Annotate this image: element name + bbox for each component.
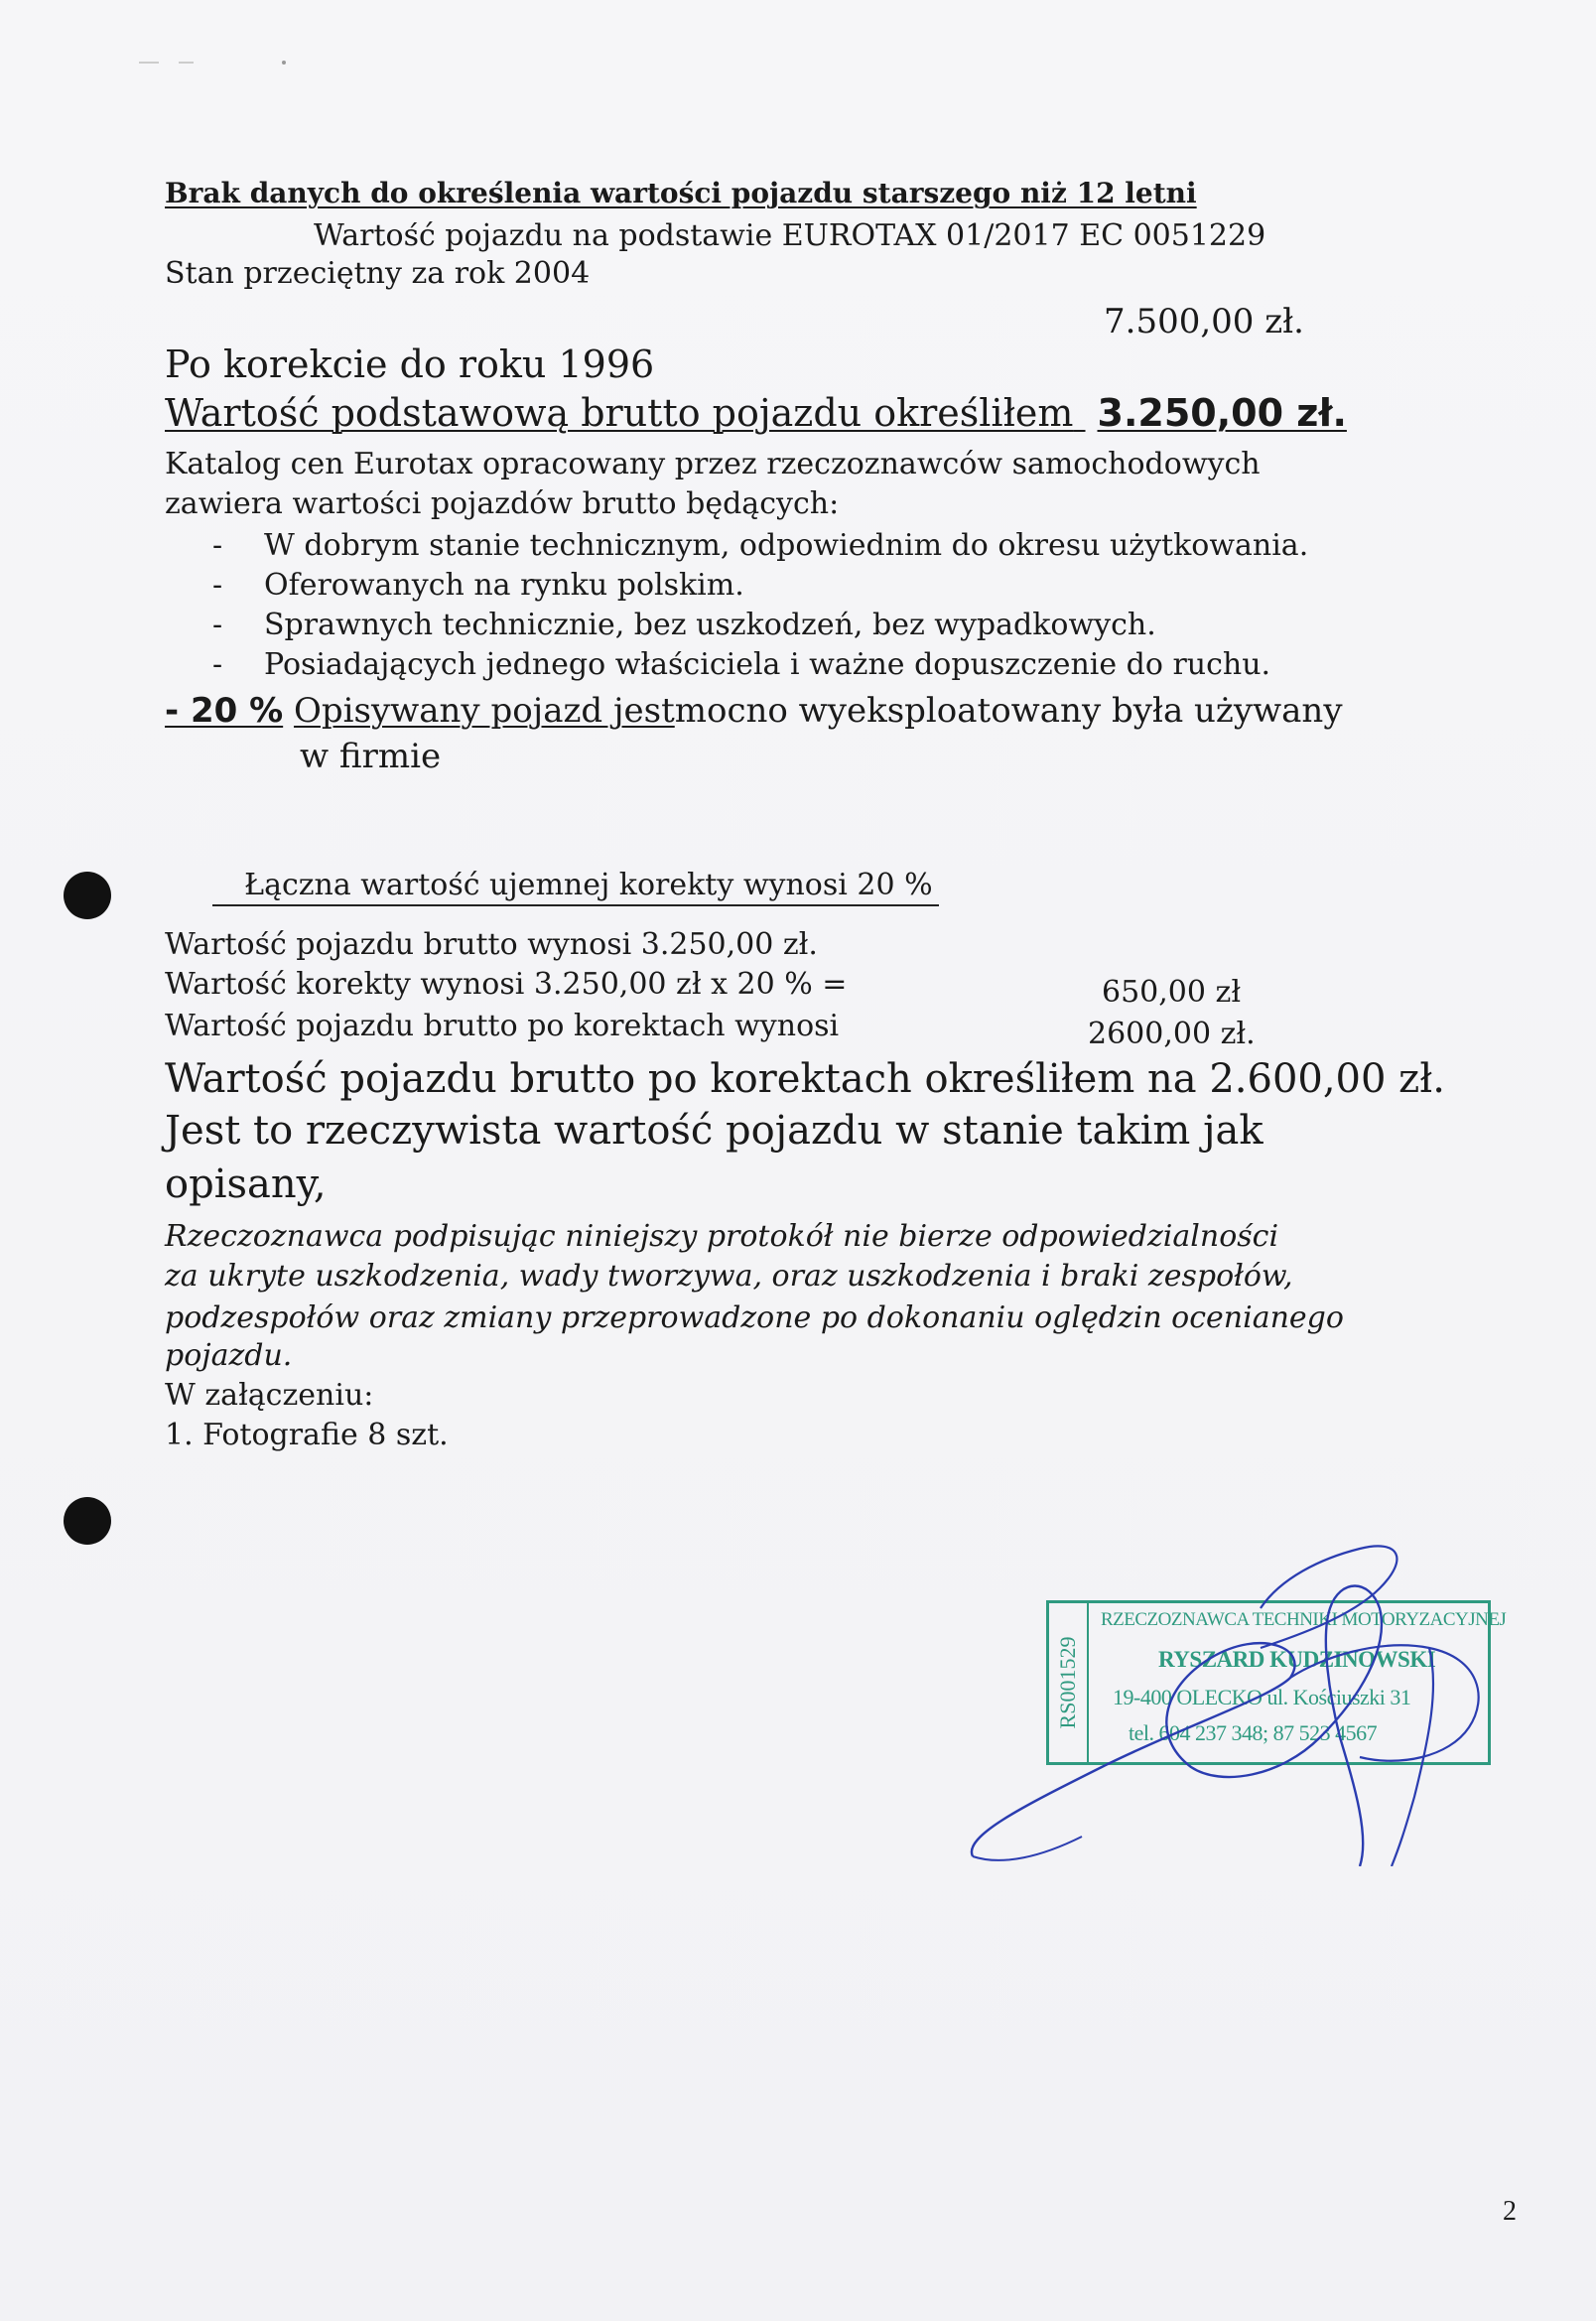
po-korektach-value: 2600,00 zł. bbox=[1088, 1017, 1256, 1051]
signature bbox=[963, 1539, 1499, 1866]
stamp-line-1: RZECZOZNAWCA TECHNIKI MOTORYZACYJNEJ bbox=[1101, 1609, 1507, 1630]
korekta-opis-rest: mocno wyeksploatowany była używany bbox=[674, 691, 1343, 731]
korekty-line: Wartość korekty wynosi 3.250,00 zł x 20 % = bbox=[165, 967, 848, 1002]
po-korektach-line: Wartość pojazdu brutto po korektach wynosi bbox=[165, 1009, 840, 1043]
disclaimer-line: podzespołów oraz zmiany przeprowadzone po dokonaniu oględzin ocenianego bbox=[165, 1300, 1344, 1335]
binder-hole bbox=[64, 872, 111, 919]
final-line: Wartość pojazdu brutto po korektach określiłem na 2.600,00 zł. bbox=[165, 1056, 1445, 1102]
stan-line: Stan przeciętny za rok 2004 bbox=[165, 256, 591, 291]
condition-item: W dobrym stanie technicznym, odpowiednim do okresu użytkowania. bbox=[264, 528, 1309, 563]
korekta-roku: Po korekcie do roku 1996 bbox=[165, 342, 655, 386]
condition-dash: - bbox=[212, 528, 223, 563]
korekta-opis-underlined: Opisywany pojazd jest bbox=[293, 691, 675, 731]
wartosc-podst-label: Wartość podstawową brutto pojazdu określiłem bbox=[165, 391, 1074, 435]
korekta-opis-line-2: w firmie bbox=[300, 737, 442, 776]
condition-item: Oferowanych na rynku polskim. bbox=[264, 568, 744, 603]
eurotax-line: Wartość pojazdu na podstawie EUROTAX 01/2017 EC 0051229 bbox=[314, 218, 1266, 253]
stamp-id: RS001529 bbox=[1055, 1636, 1080, 1729]
base-value: 7.500,00 zł. bbox=[1104, 302, 1304, 341]
condition-dash: - bbox=[212, 608, 223, 642]
katalog-line-2: zawiera wartości pojazdów brutto będących: bbox=[165, 486, 840, 521]
jest-line-1: Jest to rzeczywista wartość pojazdu w stanie takim jak bbox=[165, 1108, 1264, 1154]
katalog-line-1: Katalog cen Eurotax opracowany przez rzeczoznawców samochodowych bbox=[165, 447, 1261, 481]
zalacz-item: 1. Fotografie 8 szt. bbox=[165, 1418, 449, 1452]
jest-line-2: opisany, bbox=[165, 1161, 327, 1207]
stamp-line-3: 19-400 OLECKO ul. Kościuszki 31 bbox=[1113, 1685, 1411, 1709]
brutto-line: Wartość pojazdu brutto wynosi 3.250,00 zł. bbox=[165, 927, 818, 962]
korekta-line bbox=[165, 691, 1343, 731]
condition-item: Sprawnych technicznie, bez uszkodzeń, bez wypadkowych. bbox=[264, 608, 1156, 642]
disclaimer-line: pojazdu. bbox=[165, 1338, 293, 1373]
stamp-line-4: tel. 604 237 348; 87 523 4567 bbox=[1129, 1720, 1378, 1745]
scan-mark bbox=[139, 60, 288, 66]
korekty-value: 650,00 zł bbox=[1102, 975, 1242, 1010]
wartosc-podstawowa bbox=[165, 391, 1347, 435]
condition-dash: - bbox=[212, 647, 223, 682]
condition-dash: - bbox=[212, 568, 223, 603]
disclaimer-line: Rzeczoznawca podpisując niniejszy protokół nie bierze odpowiedzialności bbox=[165, 1219, 1279, 1254]
wartosc-podst-value: 3.250,00 zł. bbox=[1097, 391, 1347, 435]
page-number: 2 bbox=[1503, 2196, 1517, 2227]
korekta-percent: - 20 % bbox=[165, 691, 284, 731]
condition-item: Posiadających jednego właściciela i ważne dopuszczenie do ruchu. bbox=[264, 647, 1271, 682]
heading: Brak danych do określenia wartości pojazdu starszego niż 12 letni bbox=[165, 177, 1197, 209]
zalacz-label: W załączeniu: bbox=[165, 1378, 374, 1413]
laczna-line: Łączna wartość ujemnej korekty wynosi 20 % bbox=[212, 868, 939, 906]
binder-hole bbox=[64, 1497, 111, 1545]
stamp-line-2: RYSZARD KUDZINOWSKI bbox=[1158, 1647, 1436, 1672]
disclaimer-line: za ukryte uszkodzenia, wady tworzywa, oraz uszkodzenia i braki zespołów, bbox=[165, 1259, 1293, 1294]
